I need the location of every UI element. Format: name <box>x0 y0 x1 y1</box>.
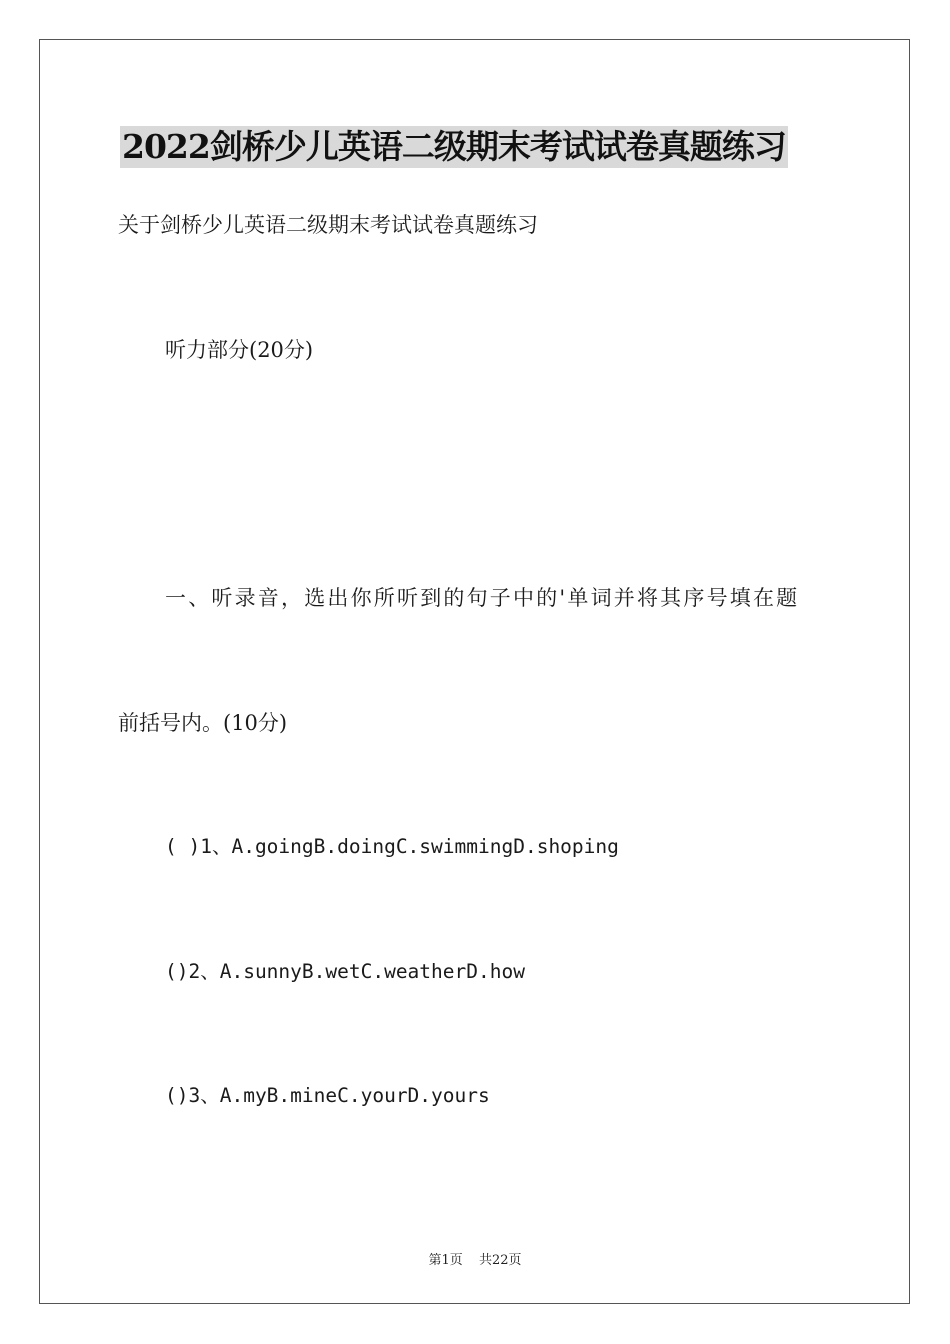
instruction-line-2: 前括号内。(10分) <box>118 711 288 735</box>
question-item: ()2、A.sunnyB.wetC.weatherD.how <box>165 960 525 983</box>
question-item: ( )1、A.goingB.doingC.swimmingD.shoping <box>165 835 619 858</box>
intro-text: 关于剑桥少儿英语二级期末考试试卷真题练习 <box>118 213 538 237</box>
page-total: 共22页 <box>478 1253 522 1268</box>
instruction-line-1: 一、听录音，选出你所听到的句子中的'单词并将其序号填在题 <box>165 586 800 610</box>
page-footer <box>0 1249 950 1268</box>
question-item: ()3、A.myB.mineC.yourD.yours <box>165 1084 490 1107</box>
section-heading: 听力部分(20分) <box>165 338 314 362</box>
document-title: 2022剑桥少儿英语二级期末考试试卷真题练习 <box>122 127 786 166</box>
page-number: 第1页 <box>428 1253 463 1268</box>
